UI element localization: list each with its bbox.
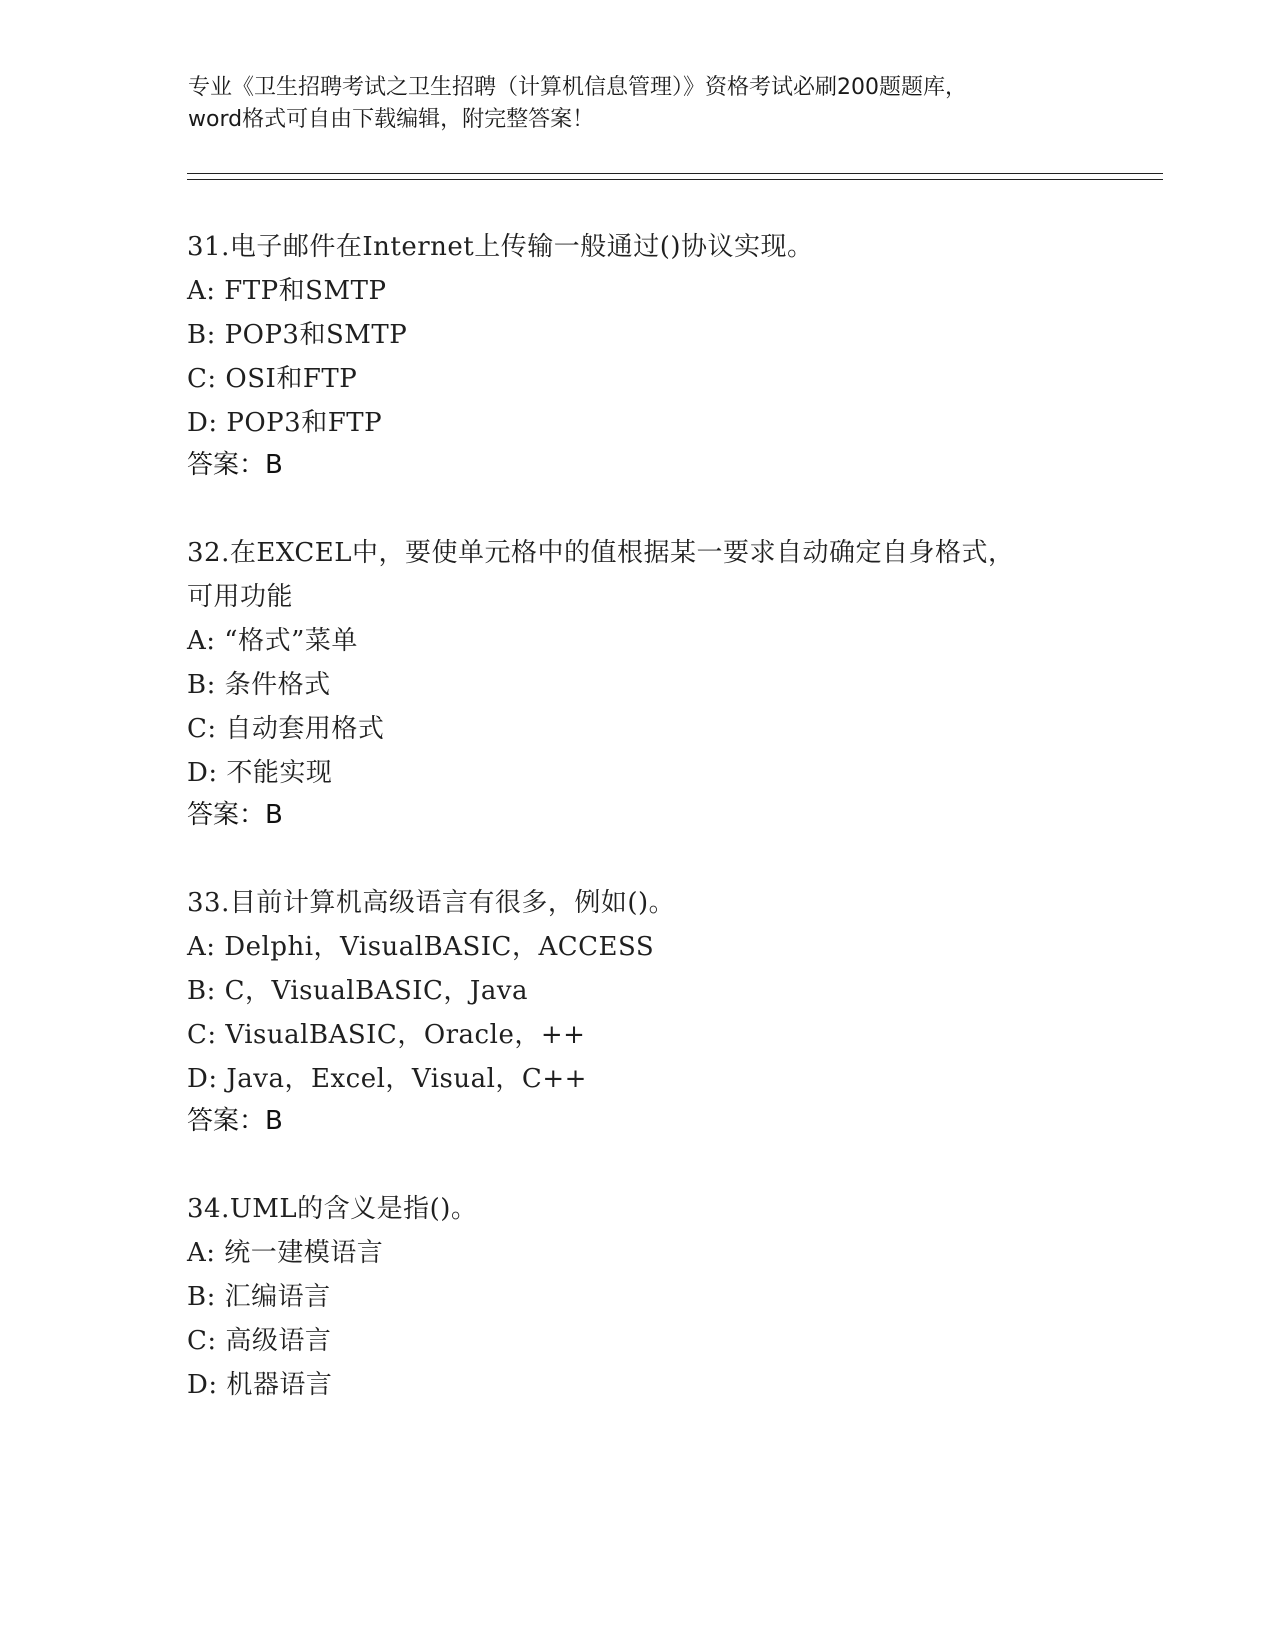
document-title-line-1: 专业《卫生招聘考试之卫生招聘（计算机信息管理）》资格考试必刷200题题库， [188, 75, 967, 100]
question-32-option-d: D: 不能实现 [187, 758, 333, 788]
question-31-option-c: C: OSI和FTP [187, 364, 358, 394]
header-divider-top [187, 173, 1163, 174]
question-33-answer: 答案：B [187, 1106, 283, 1136]
question-31-option-b: B: POP3和SMTP [187, 320, 408, 350]
question-34-option-c: C: 高级语言 [187, 1326, 332, 1356]
question-33-option-c: C: VisualBASIC，Oracle，++ [187, 1020, 586, 1050]
question-31-answer: 答案：B [187, 450, 283, 480]
question-31-option-a: A: FTP和SMTP [187, 276, 387, 306]
header-divider-bottom [187, 179, 1163, 180]
question-31-option-d: D: POP3和FTP [187, 408, 383, 438]
question-31-stem: 31.电子邮件在Internet上传输一般通过()协议实现。 [187, 232, 814, 262]
question-33-stem: 33.目前计算机高级语言有很多，例如()。 [187, 888, 676, 918]
question-32-option-a: A: “格式”菜单 [187, 626, 358, 656]
question-34-option-d: D: 机器语言 [187, 1370, 333, 1400]
question-33-option-b: B: C，VisualBASIC，Java [187, 976, 529, 1006]
question-34-stem: 34.UML的含义是指()。 [187, 1194, 478, 1224]
document-title-line-2: word格式可自由下载编辑，附完整答案！ [188, 107, 595, 132]
question-32-option-b: B: 条件格式 [187, 670, 331, 700]
question-32-stem-line-2: 可用功能 [187, 582, 294, 612]
question-32-option-c: C: 自动套用格式 [187, 714, 385, 744]
question-32-stem-line-1: 32.在EXCEL中，要使单元格中的值根据某一要求自动确定自身格式， [187, 538, 1015, 568]
question-33-option-a: A: Delphi，VisualBASIC，ACCESS [187, 932, 655, 962]
question-32-answer: 答案：B [187, 800, 283, 830]
question-34-option-b: B: 汇编语言 [187, 1282, 331, 1312]
question-34-option-a: A: 统一建模语言 [187, 1238, 384, 1268]
question-33-option-d: D: Java，Excel，Visual，C++ [187, 1064, 587, 1094]
